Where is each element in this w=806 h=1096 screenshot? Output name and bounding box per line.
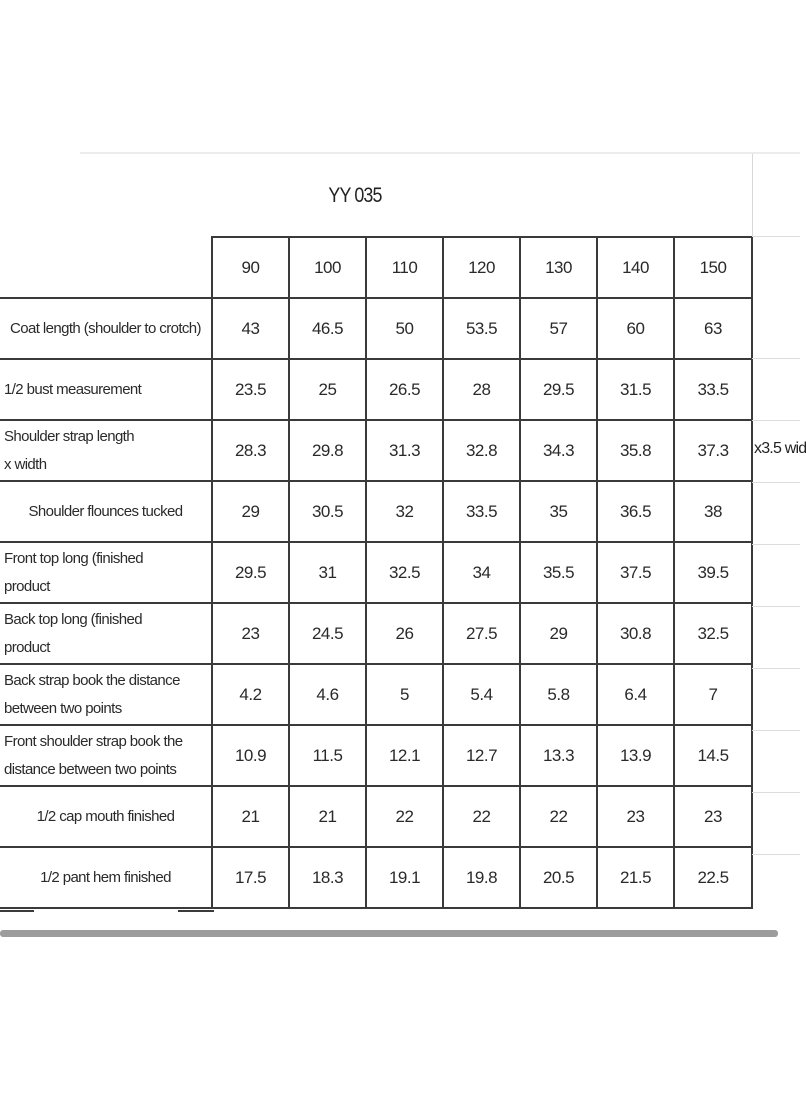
value-cell: 18.3 <box>289 847 366 908</box>
table-row <box>0 786 752 847</box>
size-header: 130 <box>520 237 597 298</box>
value-cell: 29.5 <box>520 359 597 420</box>
top-rule <box>80 152 800 154</box>
value-cell: 5.8 <box>520 664 597 725</box>
value-cell: 34 <box>443 542 520 603</box>
value-cell: 28 <box>443 359 520 420</box>
value-cell: 60 <box>597 298 674 359</box>
value-cell: 11.5 <box>289 725 366 786</box>
size-header: 150 <box>674 237 752 298</box>
extension-line <box>752 792 800 793</box>
value-cell: 23 <box>597 786 674 847</box>
value-cell: 21.5 <box>597 847 674 908</box>
row-label: 1/2 pant hem finished <box>0 847 212 908</box>
value-cell: 29.5 <box>212 542 289 603</box>
value-cell: 32.5 <box>366 542 443 603</box>
size-header: 120 <box>443 237 520 298</box>
value-cell: 29 <box>212 481 289 542</box>
value-cell: 43 <box>212 298 289 359</box>
value-cell: 23 <box>674 786 752 847</box>
row-label: Coat length (shoulder to crotch) <box>0 298 212 359</box>
row-label <box>0 664 212 725</box>
table-row <box>0 603 752 664</box>
bottom-scroll-bar <box>0 930 778 937</box>
value-cell: 28.3 <box>212 420 289 481</box>
value-cell: 4.2 <box>212 664 289 725</box>
size-header: 90 <box>212 237 289 298</box>
value-cell: 35.5 <box>520 542 597 603</box>
value-cell: 14.5 <box>674 725 752 786</box>
value-cell: 20.5 <box>520 847 597 908</box>
table-row <box>0 420 752 481</box>
row-label <box>0 420 212 481</box>
value-cell: 23.5 <box>212 359 289 420</box>
value-cell: 31.3 <box>366 420 443 481</box>
value-cell: 19.8 <box>443 847 520 908</box>
value-cell: 26.5 <box>366 359 443 420</box>
size-chart-sheet <box>0 152 806 942</box>
value-cell: 5 <box>366 664 443 725</box>
value-cell: 22 <box>443 786 520 847</box>
value-cell: 32 <box>366 481 443 542</box>
extension-line <box>752 730 800 731</box>
label-underline-right <box>178 910 214 912</box>
value-cell: 4.6 <box>289 664 366 725</box>
extension-line <box>752 236 800 237</box>
value-cell: 36.5 <box>597 481 674 542</box>
value-cell: 22.5 <box>674 847 752 908</box>
table-row <box>0 542 752 603</box>
value-cell: 37.3 <box>674 420 752 481</box>
chart-title: YY 035 <box>328 184 382 207</box>
value-cell: 12.7 <box>443 725 520 786</box>
value-cell: 35 <box>520 481 597 542</box>
value-cell: 12.1 <box>366 725 443 786</box>
row-label: Shoulder flounces tucked <box>0 481 212 542</box>
value-cell: 29.8 <box>289 420 366 481</box>
size-header: 100 <box>289 237 366 298</box>
value-cell: 32.5 <box>674 603 752 664</box>
side-note: x3.5 wid <box>754 440 806 457</box>
value-cell: 26 <box>366 603 443 664</box>
table-row <box>0 664 752 725</box>
table-row <box>0 481 752 542</box>
extension-line <box>752 606 800 607</box>
extension-line <box>752 668 800 669</box>
row-label: 1/2 bust measurement <box>0 359 212 420</box>
value-cell: 7 <box>674 664 752 725</box>
right-rule <box>752 154 753 236</box>
size-header: 110 <box>366 237 443 298</box>
header-row <box>0 237 752 298</box>
value-cell: 13.9 <box>597 725 674 786</box>
value-cell: 30.5 <box>289 481 366 542</box>
value-cell: 23 <box>212 603 289 664</box>
value-cell: 35.8 <box>597 420 674 481</box>
extension-line <box>752 358 800 359</box>
value-cell: 21 <box>289 786 366 847</box>
value-cell: 38 <box>674 481 752 542</box>
header-blank-cell <box>0 237 212 298</box>
value-cell: 29 <box>520 603 597 664</box>
value-cell: 22 <box>366 786 443 847</box>
extension-line <box>752 544 800 545</box>
row-label-text: Back top long (finished product <box>4 610 142 656</box>
value-cell: 21 <box>212 786 289 847</box>
value-cell: 50 <box>366 298 443 359</box>
row-label-text: Shoulder strap length x width <box>4 427 134 473</box>
extension-line <box>752 854 800 855</box>
row-label: 1/2 cap mouth finished <box>0 786 212 847</box>
size-header: 140 <box>597 237 674 298</box>
row-label <box>0 603 212 664</box>
size-table <box>0 236 753 909</box>
value-cell: 27.5 <box>443 603 520 664</box>
row-label-text: Back strap book the distance between two points <box>4 671 180 717</box>
value-cell: 39.5 <box>674 542 752 603</box>
value-cell: 57 <box>520 298 597 359</box>
value-cell: 34.3 <box>520 420 597 481</box>
value-cell: 10.9 <box>212 725 289 786</box>
value-cell: 63 <box>674 298 752 359</box>
value-cell: 30.8 <box>597 603 674 664</box>
row-label-text: Front shoulder strap book the distance between two points <box>4 732 183 778</box>
value-cell: 33.5 <box>443 481 520 542</box>
value-cell: 24.5 <box>289 603 366 664</box>
table-row <box>0 725 752 786</box>
value-cell: 22 <box>520 786 597 847</box>
label-underline-left <box>0 910 34 912</box>
value-cell: 31 <box>289 542 366 603</box>
value-cell: 31.5 <box>597 359 674 420</box>
value-cell: 6.4 <box>597 664 674 725</box>
row-label <box>0 725 212 786</box>
value-cell: 19.1 <box>366 847 443 908</box>
value-cell: 53.5 <box>443 298 520 359</box>
extension-line <box>752 482 800 483</box>
row-label-text: Front top long (finished product <box>4 549 144 595</box>
value-cell: 25 <box>289 359 366 420</box>
value-cell: 33.5 <box>674 359 752 420</box>
table-row <box>0 298 752 359</box>
table-row <box>0 359 752 420</box>
value-cell: 17.5 <box>212 847 289 908</box>
value-cell: 13.3 <box>520 725 597 786</box>
value-cell: 46.5 <box>289 298 366 359</box>
table-row <box>0 847 752 908</box>
value-cell: 37.5 <box>597 542 674 603</box>
extension-line <box>752 420 800 421</box>
value-cell: 32.8 <box>443 420 520 481</box>
row-label <box>0 542 212 603</box>
value-cell: 5.4 <box>443 664 520 725</box>
